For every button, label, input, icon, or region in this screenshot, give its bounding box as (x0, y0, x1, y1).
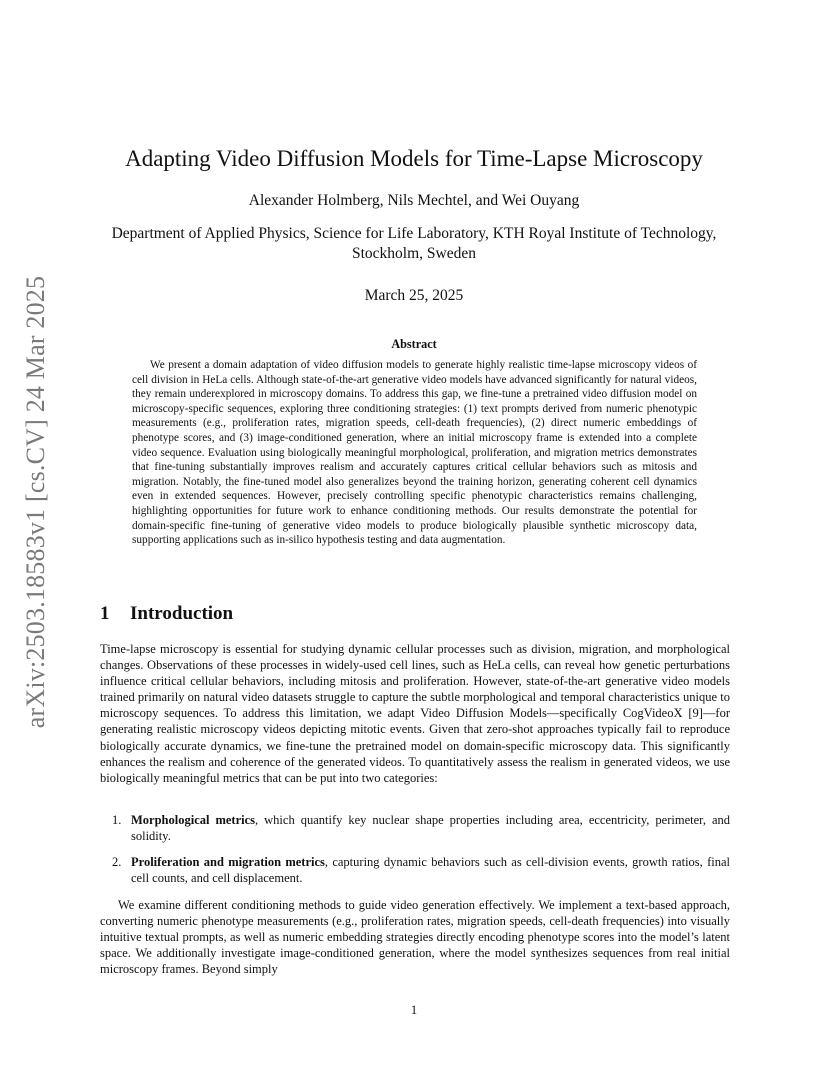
section-title: Introduction (130, 603, 234, 624)
list-item-text: , capturing dynamic behaviors such as cell-division events, growth ratios, final cell counts, and cell displacement. (131, 855, 731, 886)
introduction-paragraph-1: Time-lapse microscopy is essential for studying dynamic cellular processes such as division, migration, and morphological changes. Observations of these processes in widely-used cell lines, such as HeLa cells, can reveal how genetic perturbations influence critical cellular behaviors, including mitosis and proliferation. However, state-of-the-art generative video models trained primarily on natural video datasets struggle to capture the subtle morphological and temporal characteristics unique to microscopy sequences. To address this limitation, we adapt Video Diffusion Models—specifically CogVideoX [9]—for generating realistic microscopy videos depicting mitotic events. Given that zero-shot approaches typically fail to reproduce biologically accurate dynamics, we fine-tune the pretrained model on domain-specific microscopy data. This significantly enhances the realism and coherence of the generated videos. To quantitatively assess the realism in generated videos, we use biologically meaningful metrics that can be put into two categories: (100, 642, 730, 785)
arxiv-identifier-stamp (15, 275, 57, 729)
list-marker: 1. (112, 813, 122, 827)
section-heading-introduction (100, 603, 233, 625)
abstract-heading: Abstract (391, 337, 437, 351)
list-item-text: , which quantify key nuclear shape properties including area, eccentricity, perimeter, and solidity. (131, 813, 730, 844)
abstract-text: We present a domain adaptation of video diffusion models to generate highly realistic time-lapse microscopy videos of cell division in HeLa cells. Although state-of-the-art generative video models have advanced significantly for natural videos, they remain underexplored in microscopy domains. To address this gap, we fine-tune a pretrained video diffusion model on microscopy-specific sequences, exploring three conditioning strategies: (1) text prompts derived from numeric phenotypic measurements (e.g., proliferation rates, migration speeds, cell-death frequencies), (2) direct numeric embeddings of phenotype scores, and (3) image-conditioned generation, where an initial microscopy frame is extended into a complete video sequence. Evaluation using biologically meaningful morphological, proliferation, and migration metrics demonstrates that fine-tuning substantially improves realism and accurately captures critical cellular behaviors such as mitosis and migration. Notably, the fine-tuned model also generalizes beyond the training horizon, generating coherent cell dynamics even in extended sequences. However, precisely controlling specific phenotypic characteristics remains challenging, highlighting opportunities for future work to enhance conditioning methods. Our results demonstrate the potential for domain-specific fine-tuning of generative video models to produce biologically plausible synthetic microscopy data, supporting applications such as in-silico hypothesis testing and data augmentation. (132, 359, 697, 547)
list-item-term: Morphological metrics (131, 813, 256, 827)
paper-title: Adapting Video Diffusion Models for Time-Lapse Microscopy (125, 146, 703, 171)
paper-affiliation: Department of Applied Physics, Science for Life Laboratory, KTH Royal Institute of Technology, Stockholm, Sweden (111, 225, 717, 262)
list-item (100, 854, 730, 886)
list-item-term: Proliferation and migration metrics (131, 855, 325, 870)
paper-date: March 25, 2025 (364, 287, 464, 304)
metrics-category-list (100, 812, 730, 886)
list-item (100, 812, 730, 844)
arxiv-identifier-text: arXiv:2503.18583v1 [cs.CV] 24 Mar 2025 (21, 275, 50, 729)
page-number: 1 (410, 1003, 418, 1017)
paper-authors: Alexander Holmberg, Nils Mechtel, and Wei Ouyang (248, 192, 580, 209)
section-number: 1 (100, 603, 110, 624)
introduction-paragraph-2: We examine different conditioning methods to guide video generation effectively. We implement a text-based approach, converting numeric phenotype measurements (e.g., proliferation rates, migration speeds, cell-death frequencies) into visually intuitive textual prompts, as well as numeric embedding strategies directly encoding phenotype scores into the model’s latent space. We additionally investigate image-conditioned generation, where the model synthesizes sequences from real initial microscopy frames. Beyond simply (100, 898, 730, 977)
list-marker: 2. (112, 855, 122, 870)
